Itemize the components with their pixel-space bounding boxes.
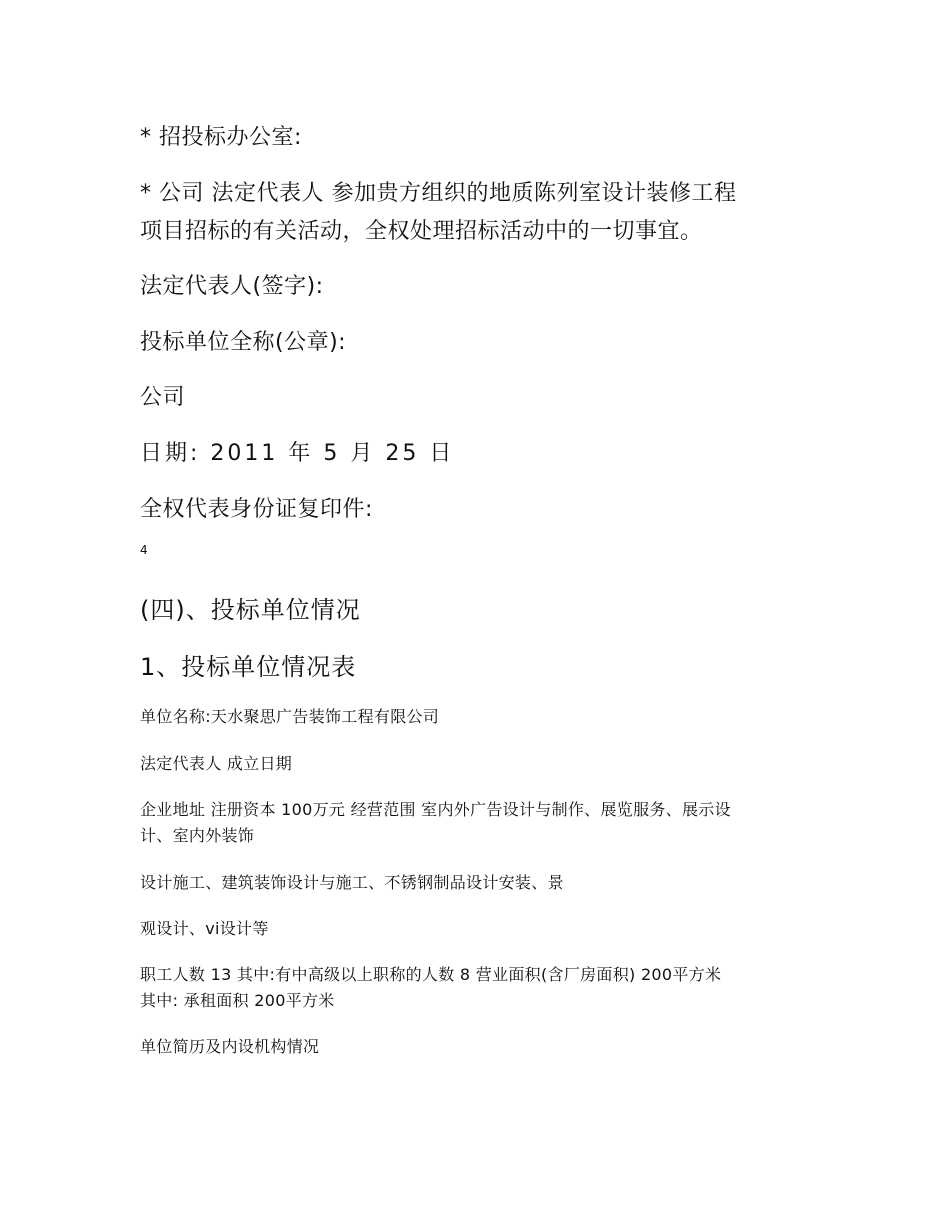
date-line: 日期: 2011 年 5 月 25 日 <box>140 441 455 466</box>
id-copy-line: 全权代表身份证复印件: <box>140 497 373 522</box>
page-number: 4 <box>140 543 148 557</box>
staff-area-line-1: 职工人数 13 其中:有中高级以上职称的人数 8 营业面积(含厂房面积) 200平方米 <box>140 965 722 984</box>
legal-rep-signature-line: 法定代表人(签字): <box>140 274 324 299</box>
history-structure-line: 单位简历及内设机构情况 <box>140 1037 320 1056</box>
legal-rep-established-line: 法定代表人 成立日期 <box>140 754 293 773</box>
subsection-heading: 1、投标单位情况表 <box>140 653 357 681</box>
address-capital-scope-line-2: 计、室内外装饰 <box>140 826 255 845</box>
company-name-line: 单位名称:天水聚思广告装饰工程有限公司 <box>140 707 440 726</box>
scope-line-4: 观设计、vi设计等 <box>140 919 269 938</box>
section-heading: (四)、投标单位情况 <box>140 596 361 624</box>
address-capital-scope-line-1: 企业地址 注册资本 100万元 经营范围 室内外广告设计与制作、展览服务、展示设 <box>140 800 731 819</box>
authorization-line-2: 项目招标的有关活动，全权处理招标活动中的一切事宜。 <box>140 219 703 244</box>
scope-line-3: 设计施工、建筑装饰设计与施工、不锈钢制品设计安装、景 <box>140 873 564 892</box>
authorization-line-1: * 公司 法定代表人 参加贵方组织的地质陈列室设计装修工程 <box>140 181 737 206</box>
company-line: 公司 <box>140 385 186 410</box>
addressee-line: * 招投标办公室: <box>140 125 302 150</box>
bidder-name-seal-line: 投标单位全称(公章): <box>140 330 347 355</box>
staff-area-line-2: 其中: 承租面积 200平方米 <box>140 991 335 1010</box>
